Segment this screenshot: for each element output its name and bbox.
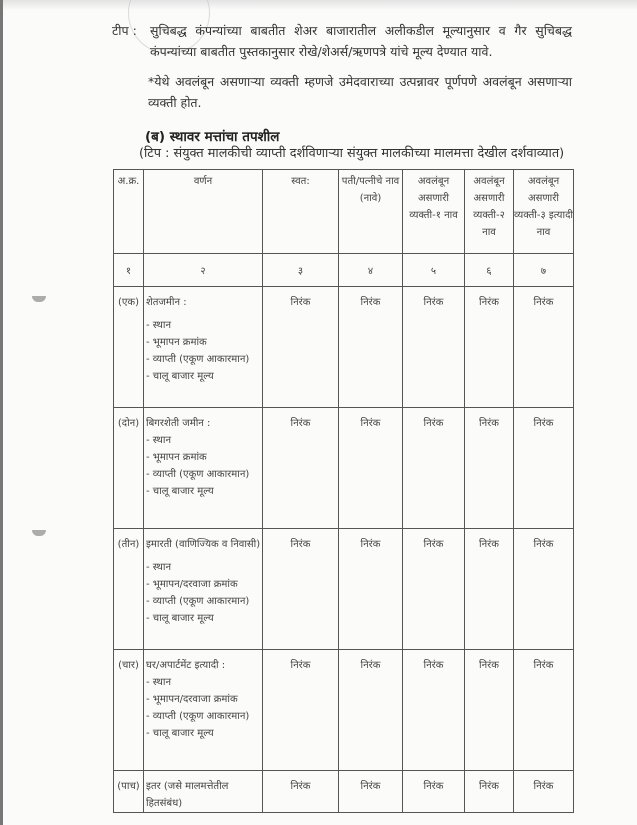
value-cell: निरंक: [514, 529, 574, 650]
row-title: शेतजमीन :: [146, 297, 187, 308]
note-tip: [112, 20, 572, 62]
value-cell: निरंक: [263, 650, 339, 771]
header-cell: अवलंबून असणारी व्यक्ती-१ नाव: [403, 170, 465, 254]
header-cell: वर्णन: [144, 170, 263, 254]
row-subitem: - व्याप्ती (एकूण आकारमान): [146, 711, 250, 722]
value-cell: निरंक: [339, 287, 403, 408]
row-subitem: - स्थान: [146, 320, 172, 331]
row-subitem: - स्थान: [146, 677, 172, 688]
value-cell: निरंक: [403, 529, 465, 650]
value-cell: निरंक: [465, 287, 514, 408]
header-cell: स्वत:: [263, 170, 339, 254]
column-number: ३: [263, 254, 339, 287]
row-title: घर/अपार्टमेंट इत्यादी :: [146, 660, 226, 671]
value-cell: निरंक: [465, 771, 514, 813]
row-title: बिगरशेती जमीन :: [146, 418, 211, 429]
value-cell: निरंक: [339, 408, 403, 529]
value-cell: निरंक: [339, 650, 403, 771]
row-subitem: - भूमापन क्रमांक: [146, 337, 207, 348]
note-tip-text: सुचिबद्ध कंपन्यांच्या बाबतीत शेअर बाजारातील अलीकडील मूल्यानुसार व गैर सुचिबद्ध कंपन्यांच्या बाबतीत पुस्तकानुसार रोखे/शेअर्स/ऋणपत्रे यांचे मूल्य देण्यात यावे.: [150, 23, 572, 59]
column-number: ४: [339, 254, 403, 287]
note-dependent: *येथे अवलंबून असणाऱ्या व्यक्ती म्हणजे उमेदवाराच्या उत्पन्नावर पूर्णपणे अवलंबून असणाऱ्या व्यक्ती होत.: [148, 74, 572, 110]
punch-hole-mark: [32, 296, 46, 302]
value-cell: निरंक: [403, 650, 465, 771]
scan-top-shadow: [0, 0, 637, 10]
row-title: इतर (जसे मालमत्तेतील हितसंबंध): [146, 781, 229, 809]
value-cell: निरंक: [465, 408, 514, 529]
value-cell: निरंक: [339, 771, 403, 813]
column-number: १: [114, 254, 144, 287]
row-subitem: - व्याप्ती (एकूण आकारमान): [146, 354, 250, 365]
value-cell: निरंक: [514, 287, 574, 408]
punch-hole-mark: [32, 530, 46, 536]
row-subitem: - व्याप्ती (एकूण आकारमान): [146, 469, 250, 480]
row-subitem: - भूमापन/दरवाजा क्रमांक: [146, 694, 238, 705]
row-subitem: - चालू बाजार मूल्य: [146, 613, 214, 624]
value-cell: निरंक: [514, 650, 574, 771]
column-number: ६: [465, 254, 514, 287]
value-cell: निरंक: [263, 529, 339, 650]
row-subitem: - भूमापन क्रमांक: [146, 452, 207, 463]
value-cell: निरंक: [339, 529, 403, 650]
row-serial: (एक): [114, 287, 144, 408]
scan-left-edge: [0, 0, 3, 825]
value-cell: निरंक: [465, 529, 514, 650]
row-serial: (दोन): [114, 408, 144, 529]
table-row: [114, 650, 574, 771]
row-subitem: - चालू बाजार मूल्य: [146, 486, 214, 497]
value-cell: निरंक: [403, 408, 465, 529]
header-cell: अ.क्र.: [114, 170, 144, 254]
value-cell: निरंक: [403, 287, 465, 408]
note-tip-label: टीप :: [112, 23, 137, 38]
header-cell: अवलंबून असणारी व्यक्ती-२ नाव: [465, 170, 514, 254]
value-cell: निरंक: [514, 771, 574, 813]
column-number: २: [144, 254, 263, 287]
column-number: ५: [403, 254, 465, 287]
row-subitem: - स्थान: [146, 435, 172, 446]
section-heading: (ब) स्थावर मत्तांचा तपशील: [145, 129, 280, 145]
row-serial: (पाच): [114, 771, 144, 813]
value-cell: निरंक: [263, 408, 339, 529]
row-description: [144, 408, 263, 529]
row-description: [144, 771, 263, 813]
column-number-row: [114, 254, 574, 287]
row-description: [144, 650, 263, 771]
row-description: [144, 287, 263, 408]
row-subitem: - भूमापन/दरवाजा क्रमांक: [146, 579, 238, 590]
header-cell: अवलंबून असणारी व्यक्ती-३ इत्यादी नाव: [514, 170, 574, 254]
value-cell: निरंक: [514, 408, 574, 529]
immovable-assets-table: [113, 169, 574, 813]
table-row: [114, 287, 574, 408]
row-subitem: - व्याप्ती (एकूण आकारमान): [146, 596, 250, 607]
section-subnote: (टिप : संयुक्त मालकीची व्याप्ती दर्शविणाऱ्या संयुक्त मालकीच्या मालमत्ता देखील दर्शवाव्यात): [139, 146, 565, 161]
table-row: [114, 771, 574, 813]
table-header-row: [114, 170, 574, 254]
row-subitem: - चालू बाजार मूल्य: [146, 728, 214, 739]
row-subitem: - चालू बाजार मूल्य: [146, 371, 214, 382]
row-title: इमारती (वाणिज्यिक व निवासी): [146, 539, 261, 550]
column-number: ७: [514, 254, 574, 287]
value-cell: निरंक: [263, 771, 339, 813]
header-cell: पती/पत्नीचे नाव (नावे): [339, 170, 403, 254]
value-cell: निरंक: [263, 287, 339, 408]
table-row: [114, 408, 574, 529]
value-cell: निरंक: [465, 650, 514, 771]
row-subitem: - स्थान: [146, 562, 172, 573]
row-serial: (तीन): [114, 529, 144, 650]
row-description: [144, 529, 263, 650]
value-cell: निरंक: [403, 771, 465, 813]
row-serial: (चार): [114, 650, 144, 771]
table-row: [114, 529, 574, 650]
